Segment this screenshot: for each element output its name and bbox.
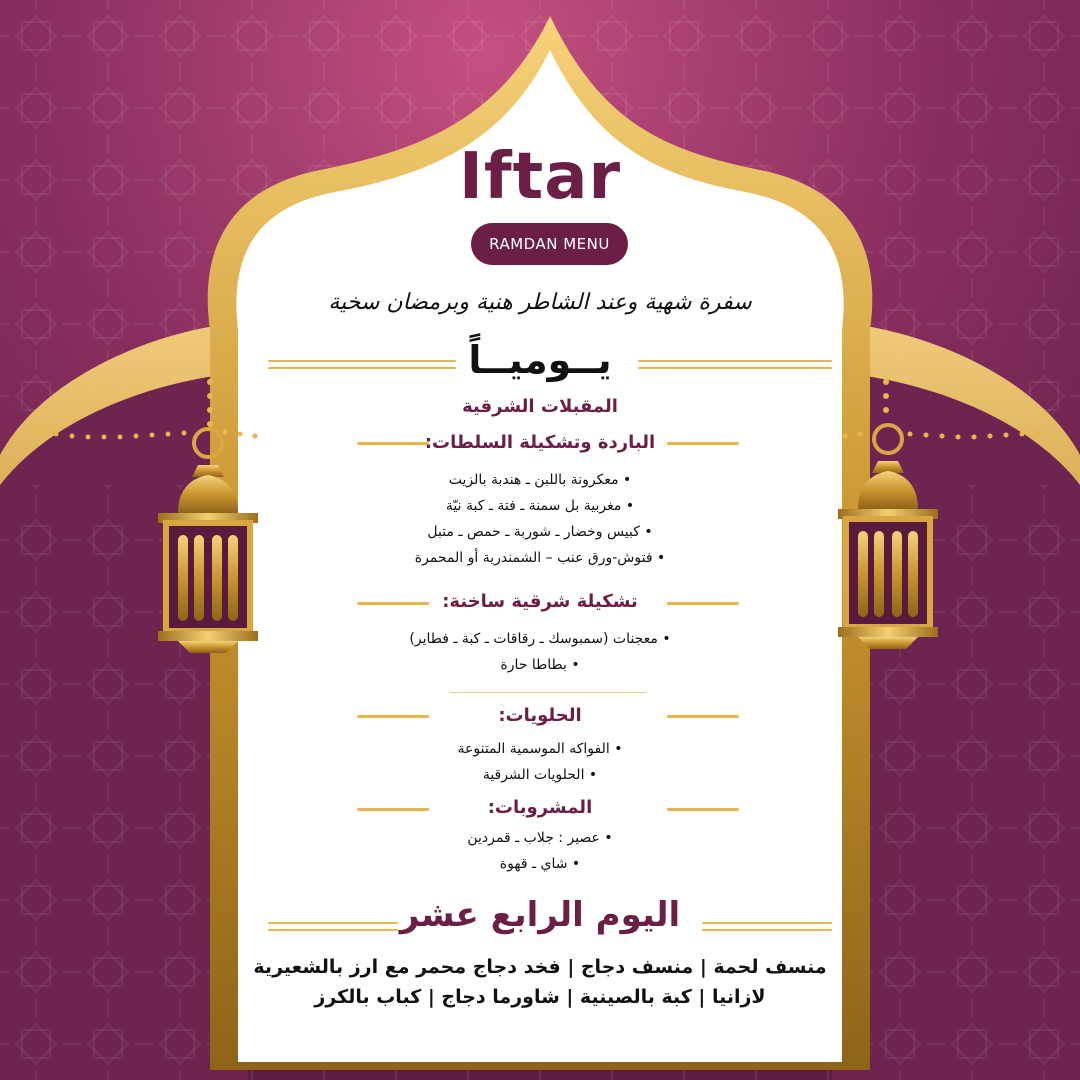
hot-heading: تشكيلة شرقية ساخنة: xyxy=(442,591,638,612)
tagline: سفرة شهية وعند الشاطر هنية وبرمضان سخية xyxy=(328,290,752,315)
desserts-heading: الحلويات: xyxy=(498,705,582,726)
drinks-heading: المشروبات: xyxy=(487,797,593,818)
menu-badge: RAMDAN MENU xyxy=(471,223,628,265)
day-title: اليوم الرابع عشر xyxy=(399,895,681,935)
list-item: • فتوش-ورق عنب – الشمندرية أو المحمرة xyxy=(414,550,666,566)
menu-title: Iftar xyxy=(459,140,621,214)
special-dishes-line: لازانيا | كبة بالصينية | شاورما دجاج | كباب بالكرز xyxy=(314,986,766,1008)
list-item: • مغربية بل سمنة ـ فتة ـ كبة نيّة xyxy=(445,498,635,514)
list-item: • كبيس وخضار ـ شوربة ـ حمص ـ متبل xyxy=(427,524,653,540)
list-item: • عصير : جلاب ـ قمردين xyxy=(467,830,613,846)
list-item: • بطاطا حارة xyxy=(500,657,580,673)
list-item: • شاي ـ قهوة xyxy=(499,856,581,872)
category-title: المقبلات الشرقية xyxy=(462,396,618,417)
list-item: • معجنات (سمبوسك ـ رقاقات ـ كبة ـ فطاير) xyxy=(409,631,671,647)
list-item: • معكرونة باللبن ـ هندبة بالزيت xyxy=(448,472,632,488)
list-item: • الحلويات الشرقية xyxy=(482,767,598,783)
cold-heading: الباردة وتشكيلة السلطات: xyxy=(424,432,656,453)
list-item: • الفواكه الموسمية المتنوعة xyxy=(457,741,623,757)
special-dishes-line: منسف لحمة | منسف دجاج | فخد دجاج محمر مع ارز بالشعيرية xyxy=(253,956,827,978)
daily-title: يــوميــاً xyxy=(468,338,612,382)
